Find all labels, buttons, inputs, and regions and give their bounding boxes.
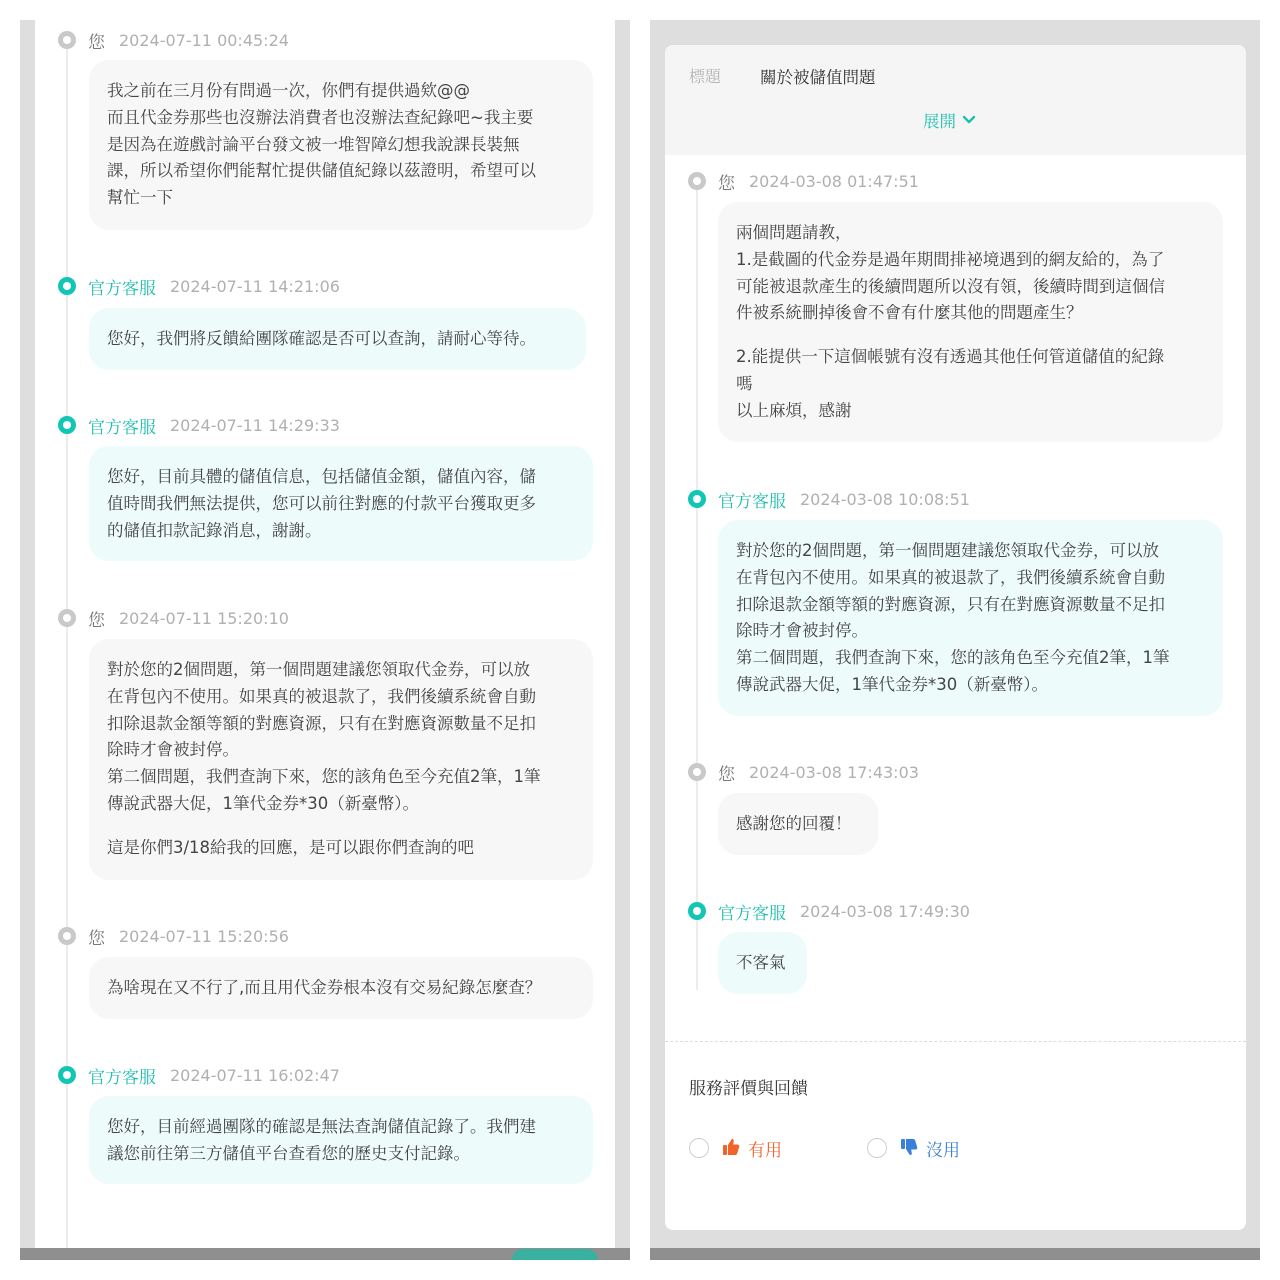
official-dot-icon <box>688 902 706 920</box>
message-author: 官方客服 <box>718 903 786 924</box>
message-time: 2024-07-11 15:20:56 <box>119 926 289 946</box>
ticket-title-bar <box>665 45 1246 155</box>
message-author: 官方客服 <box>88 278 156 299</box>
message-time: 2024-07-11 00:45:24 <box>119 30 289 50</box>
section-divider <box>665 1041 1246 1042</box>
message-text: 我之前在三月份有問過一次，你們有提供過欸@@ 而且代金券那些也沒辦法消費者也沒辦法查紀錄吧~我主要 是因為在遊戲討論平台發文被一堆智障幻想我說課長裝無 課，所以希望你們能幫忙提供儲值紀錄以茲證明，希望可以 幫忙一下 <box>107 81 536 208</box>
message-text: 對於您的2個問題，第一個問題建議您領取代金券，可以放 在背包內不使用。如果真的被退款了，我們後續系統會自動 扣除退款金額等額的對應資源，只有在對應資源數量不足扣 除時才會被封停。 第二個問題，我們查詢下來，您的該角色至今充值2筆，1筆 傳說武器大促，1筆代金券*30（新臺幣）。 <box>736 541 1170 694</box>
message-time: 2024-03-08 17:49:30 <box>800 901 970 921</box>
message-bubble <box>89 60 593 230</box>
message-user <box>58 924 289 948</box>
send-button[interactable] <box>512 1249 598 1260</box>
message-time: 2024-07-11 14:29:33 <box>170 415 340 435</box>
message-time: 2024-03-08 10:08:51 <box>800 489 970 509</box>
message-author: 官方客服 <box>718 491 786 512</box>
message-text: 您好，目前經過團隊的確認是無法查詢儲值記錄了。我們建 議您前往第三方儲值平台查看您的歷史支付記錄。 <box>107 1117 536 1163</box>
message-time: 2024-07-11 16:02:47 <box>170 1065 340 1085</box>
message-bubble <box>89 639 593 880</box>
useless-label[interactable]: 沒用 <box>926 1141 960 1161</box>
message-bubble <box>89 446 593 561</box>
message-bubble <box>89 308 586 370</box>
message-official <box>58 413 340 437</box>
message-user <box>688 760 919 784</box>
message-user <box>58 606 289 630</box>
message-user <box>688 169 919 193</box>
expand-label: 展開 <box>923 112 956 131</box>
message-official <box>58 274 340 298</box>
message-author: 您 <box>88 610 105 631</box>
message-user <box>58 28 289 52</box>
message-text: 對於您的2個問題，第一個問題建議您領取代金券，可以放 在背包內不使用。如果真的被退款了，我們後續系統會自動 扣除退款金額等額的對應資源，只有在對應資源數量不足扣 除時才會被封停。 第二個問題，我們查詢下來，您的該角色至今充值2筆，1筆 傳說武器大促，1筆代金券*30（新臺幣）。 <box>107 660 541 813</box>
message-bubble <box>89 1096 593 1184</box>
message-official <box>58 1063 340 1087</box>
message-bubble <box>89 957 593 1019</box>
message-author: 官方客服 <box>88 1067 156 1088</box>
thumbs-up-icon <box>722 1138 740 1156</box>
chevron-down-icon <box>962 115 976 125</box>
message-bubble <box>718 793 878 855</box>
message-time: 2024-07-11 15:20:10 <box>119 608 289 628</box>
official-dot-icon <box>58 1066 76 1084</box>
message-bubble <box>718 932 807 994</box>
useful-label[interactable]: 有用 <box>748 1141 782 1161</box>
message-author: 您 <box>718 173 735 194</box>
message-official <box>688 487 970 511</box>
message-author: 您 <box>88 928 105 949</box>
message-text: 兩個問題請教， 1.是截圖的代金券是過年期間排袐境遇到的網友給的，為了 可能被退款產生的後續問題所以沒有領，後續時間到這個信 件被系統刪掉後會不會有什麼其他的問題產生？ <box>736 223 1165 323</box>
message-bubble <box>718 520 1223 716</box>
official-dot-icon <box>688 490 706 508</box>
useless-radio[interactable] <box>867 1138 887 1158</box>
message-time: 2024-03-08 17:43:03 <box>749 762 919 782</box>
message-text: 感謝您的回覆！ <box>736 814 852 833</box>
expand-button[interactable] <box>923 108 976 132</box>
user-dot-icon <box>58 31 76 49</box>
message-time: 2024-07-11 14:21:06 <box>170 276 340 296</box>
user-dot-icon <box>58 927 76 945</box>
message-text: 這是你們3/18給我的回應，是可以跟你們查詢的吧 <box>107 837 475 857</box>
message-author: 您 <box>88 32 105 53</box>
feedback-title: 服務評價與回饋 <box>689 1079 808 1099</box>
message-author: 您 <box>718 764 735 785</box>
message-text: 不客氣 <box>736 953 786 972</box>
message-author: 官方客服 <box>88 417 156 438</box>
message-text: 您好，我們將反饋給團隊確認是否可以查詢，請耐心等待。 <box>107 329 536 348</box>
timeline-line <box>696 190 698 990</box>
message-bubble <box>718 202 1223 442</box>
bottom-bar <box>650 1248 1260 1260</box>
message-text: 為啥現在又不行了,而且用代金券根本沒有交易紀錄怎麼查？ <box>107 978 542 997</box>
user-dot-icon <box>58 609 76 627</box>
title-value: 關於被儲值問題 <box>760 68 876 87</box>
useful-radio[interactable] <box>689 1138 709 1158</box>
thumbs-down-icon <box>900 1138 918 1156</box>
message-text: 2.能提供一下這個帳號有沒有透過其他任何管道儲值的紀錄 嗎 以上麻煩，感謝 <box>736 347 1165 420</box>
user-dot-icon <box>688 172 706 190</box>
official-dot-icon <box>58 277 76 295</box>
official-dot-icon <box>58 416 76 434</box>
message-text: 您好，目前具體的儲值信息，包括儲值金額，儲值內容，儲 值時間我們無法提供，您可以前往對應的付款平台獲取更多 的儲值扣款記錄消息，謝謝。 <box>107 467 536 540</box>
message-time: 2024-03-08 01:47:51 <box>749 171 919 191</box>
message-official <box>688 899 970 923</box>
user-dot-icon <box>688 763 706 781</box>
title-label: 標題 <box>689 67 722 86</box>
